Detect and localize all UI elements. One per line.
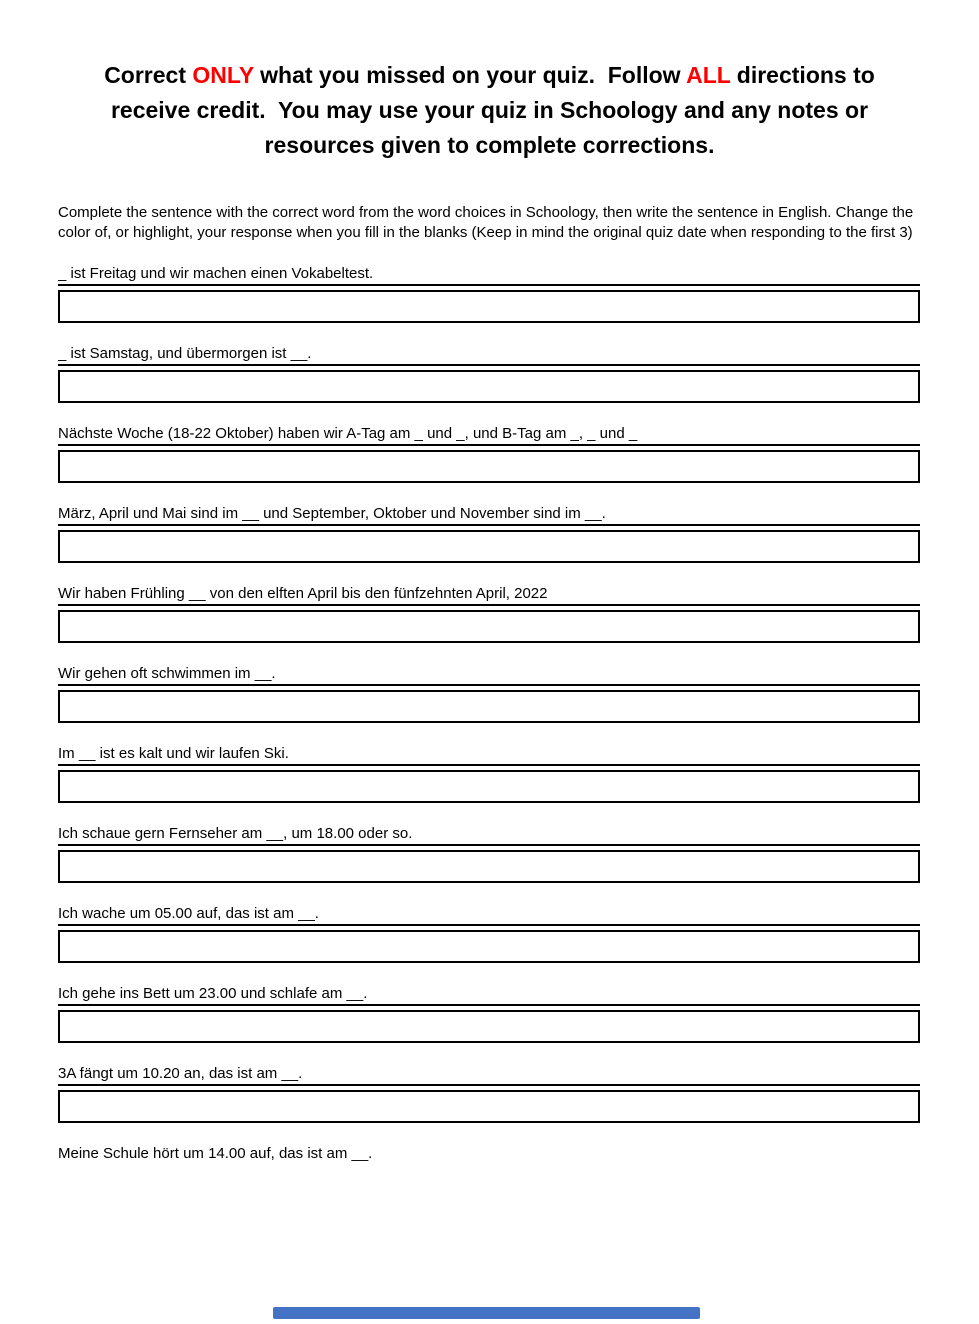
- worksheet-item: [58, 424, 920, 483]
- worksheet-item: [58, 744, 920, 803]
- title-line: [58, 93, 921, 128]
- worksheet-item: [58, 1064, 920, 1123]
- title: [58, 58, 921, 163]
- title-emphasis-text: ALL: [686, 62, 731, 88]
- sentence-line: Ich gehe ins Bett um 23.00 und schlafe am __.: [58, 984, 920, 1006]
- worksheet-item: [58, 584, 920, 643]
- sentence-line: März, April und Mai sind im __ und September, Oktober und November sind im __.: [58, 504, 920, 526]
- sentence-line: Meine Schule hört um 14.00 auf, das ist am __.: [58, 1145, 373, 1162]
- sentence-line: Ich wache um 05.00 auf, das ist am __.: [58, 904, 920, 926]
- sentence-line: _ ist Freitag und wir machen einen Vokabeltest.: [58, 264, 920, 286]
- answer-box[interactable]: [58, 290, 920, 323]
- sentence-line: 3A fängt um 10.20 an, das ist am __.: [58, 1064, 920, 1086]
- sentence-line: Wir gehen oft schwimmen im __.: [58, 664, 920, 686]
- worksheet-item: [58, 504, 920, 563]
- title-text: what you missed on your quiz. Follow: [253, 62, 687, 88]
- worksheet-item: [58, 824, 920, 883]
- instructions-text: Complete the sentence with the correct word from the word choices in Schoology, then write the sentence in English. Change the color of, or highlight, your response when you fill in the blanks (Keep in mind the original quiz date when responding to the first 3): [58, 204, 914, 241]
- answer-box[interactable]: [58, 1010, 920, 1043]
- answer-box[interactable]: [58, 450, 920, 483]
- title-text: Correct: [104, 62, 193, 88]
- title-line: [58, 128, 921, 163]
- answer-box[interactable]: [58, 610, 920, 643]
- title-text: resources given to complete corrections.: [264, 132, 715, 158]
- answer-box[interactable]: [58, 370, 920, 403]
- answer-box[interactable]: [58, 770, 920, 803]
- title-emphasis-text: ONLY: [192, 62, 254, 88]
- worksheet-item: [58, 984, 920, 1043]
- answer-box[interactable]: [58, 930, 920, 963]
- worksheet-item: [58, 664, 920, 723]
- worksheet-page: [0, 58, 979, 1164]
- title-text: directions to: [730, 62, 875, 88]
- sentence-line: Ich schaue gern Fernseher am __, um 18.00 oder so.: [58, 824, 920, 846]
- sentence-line: Wir haben Frühling __ von den elften April bis den fünfzehnten April, 2022: [58, 584, 920, 606]
- sentence-line: Im __ ist es kalt und wir laufen Ski.: [58, 744, 920, 766]
- horizontal-scrollbar-thumb[interactable]: [273, 1307, 700, 1319]
- worksheet-item: [58, 264, 920, 323]
- worksheet-item: [58, 1144, 920, 1164]
- answer-box[interactable]: [58, 530, 920, 563]
- title-text: receive credit. You may use your quiz in Schoology and any notes or: [110, 97, 869, 123]
- answer-box[interactable]: [58, 1090, 920, 1123]
- worksheet-item: [58, 344, 920, 403]
- sentence-line: Nächste Woche (18-22 Oktober) haben wir A-Tag am _ und _, und B-Tag am _, _ und _: [58, 424, 920, 446]
- answer-box[interactable]: [58, 690, 920, 723]
- worksheet-item: [58, 904, 920, 963]
- title-line: [58, 58, 921, 93]
- worksheet-items: [58, 264, 920, 1164]
- answer-box[interactable]: [58, 850, 920, 883]
- sentence-line: _ ist Samstag, und übermorgen ist __.: [58, 344, 920, 366]
